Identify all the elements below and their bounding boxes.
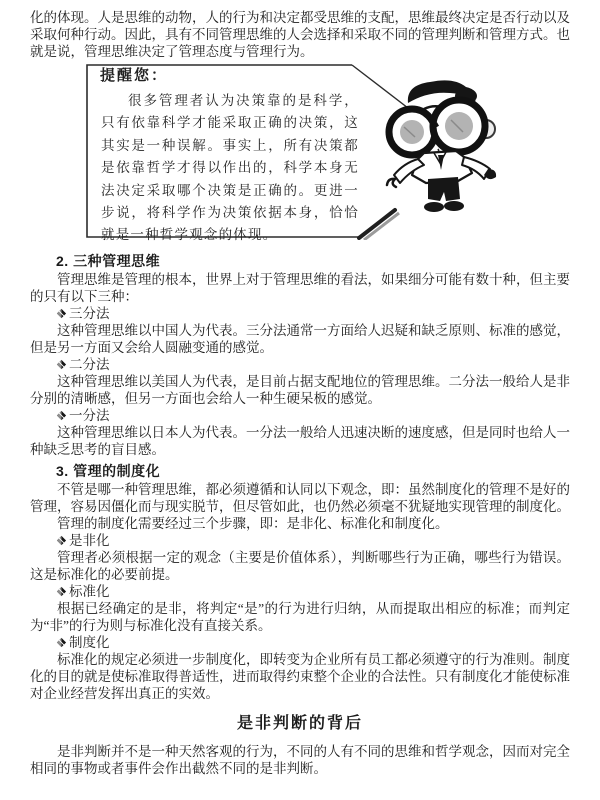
corner-slash <box>359 210 395 238</box>
section-paragraph: 不管是哪一种管理思维，都必须遵循和认同以下观念，即：虽然制度化的管理不是好的管理，容易因僵化而与现实脱节，但尽管如此，也仍然必须毫不犹疑地实现管理的制度化。 <box>30 482 570 514</box>
bullet-text: 根据已经确定的是非，将判定“是”的行为进行归纳，从而提取出相应的标准；而判定为“非”的行为则与标准化没有直接关系。 <box>30 601 570 633</box>
section-title-three-thinking: 2. 三种管理思维 <box>56 253 161 269</box>
diamond-bullet-icon <box>56 637 67 648</box>
bullet-row <box>56 583 570 600</box>
bullet-row <box>56 407 570 424</box>
diamond-bullet-icon <box>56 359 67 370</box>
intro-paragraph: 化的体现。人是思维的动物，人的行为和决定都受思维的支配，思维最终决定是否行动以及采取何种行动。因此，具有不同管理思维的人会选择和采取不同的管理判断和管理方式。也就是说，管理思维决定了管理态度与管理行为。 <box>30 10 570 59</box>
section-paragraph: 管理的制度化需要经过三个步骤，即：是非化、标准化和制度化。 <box>57 516 449 531</box>
bullet-text: 这种管理思维以日本人为代表。一分法一般给人迅速决断的速度感，但是同时也给人一种缺乏思考的盲目感。 <box>30 425 570 457</box>
bullet-row <box>56 305 570 322</box>
bullet-label: 标准化 <box>69 584 110 599</box>
reminder-box-title: 提醒您： <box>100 68 169 84</box>
bullet-text: 管理者必须根据一定的观念（主要是价值体系），判断哪些行为正确，哪些行为错误。这是标准化的必要前提。 <box>30 550 570 582</box>
bullet-label: 三分法 <box>69 306 110 321</box>
diamond-bullet-icon <box>56 410 67 421</box>
bullet-row <box>56 532 570 549</box>
closing-paragraph: 是非判断并不是一种天然客观的行为，不同的人有不同的思维和哲学观念，因而对完全相同的事物或者事件会作出截然不同的是非判断。 <box>30 744 570 776</box>
bullet-label: 制度化 <box>69 635 110 650</box>
reminder-box <box>30 63 570 243</box>
section-title-institutionalization: 3. 管理的制度化 <box>56 463 161 479</box>
next-chapter-heading: 是非判断的背后 <box>236 715 363 732</box>
bullet-text: 这种管理思维以美国人为代表，是目前占据支配地位的管理思维。二分法一般给人是非分别的清晰感，但另一方面也会给人一种生硬呆板的感觉。 <box>30 374 570 406</box>
section-intro: 管理思维是管理的根本，世界上对于管理思维的看法，如果细分可能有数十种，但主要的只有以下三种： <box>30 272 570 304</box>
bullet-row <box>56 634 570 651</box>
diamond-bullet-icon <box>56 308 67 319</box>
slash-shadow <box>364 213 399 240</box>
glasses-boy-mascot-icon <box>387 80 496 212</box>
bullet-label: 是非化 <box>69 533 110 548</box>
bullet-row <box>56 356 570 373</box>
bullet-text: 标准化的规定必须进一步制度化，即转变为企业所有员工都必须遵守的行为准则。制度化的目的就是使标准取得普适性，进而取得约束整个企业的合法性。只有制度化才能使标准对企业经营发挥出真正的实效。 <box>30 652 570 701</box>
reminder-box-text: 很多管理者认为决策靠的是科学，只有依靠科学才能采取正确的决策，这其实是一种误解。事实上，所有决策都是依靠哲学才得以作出的，科学本身无法决定采取哪个决策是正确的。更进一步说，将科学作为决策依据本身，恰恰就是一种哲学观念的体现。 <box>101 93 359 243</box>
bullet-label: 二分法 <box>69 357 110 372</box>
bullet-label: 一分法 <box>69 408 110 423</box>
diamond-bullet-icon <box>56 535 67 546</box>
diamond-bullet-icon <box>56 586 67 597</box>
bullet-text: 这种管理思维以中国人为代表。三分法通常一方面给人迟疑和缺乏原则、标准的感觉，但是另一方面又会给人圆融变通的感觉。 <box>30 323 570 355</box>
